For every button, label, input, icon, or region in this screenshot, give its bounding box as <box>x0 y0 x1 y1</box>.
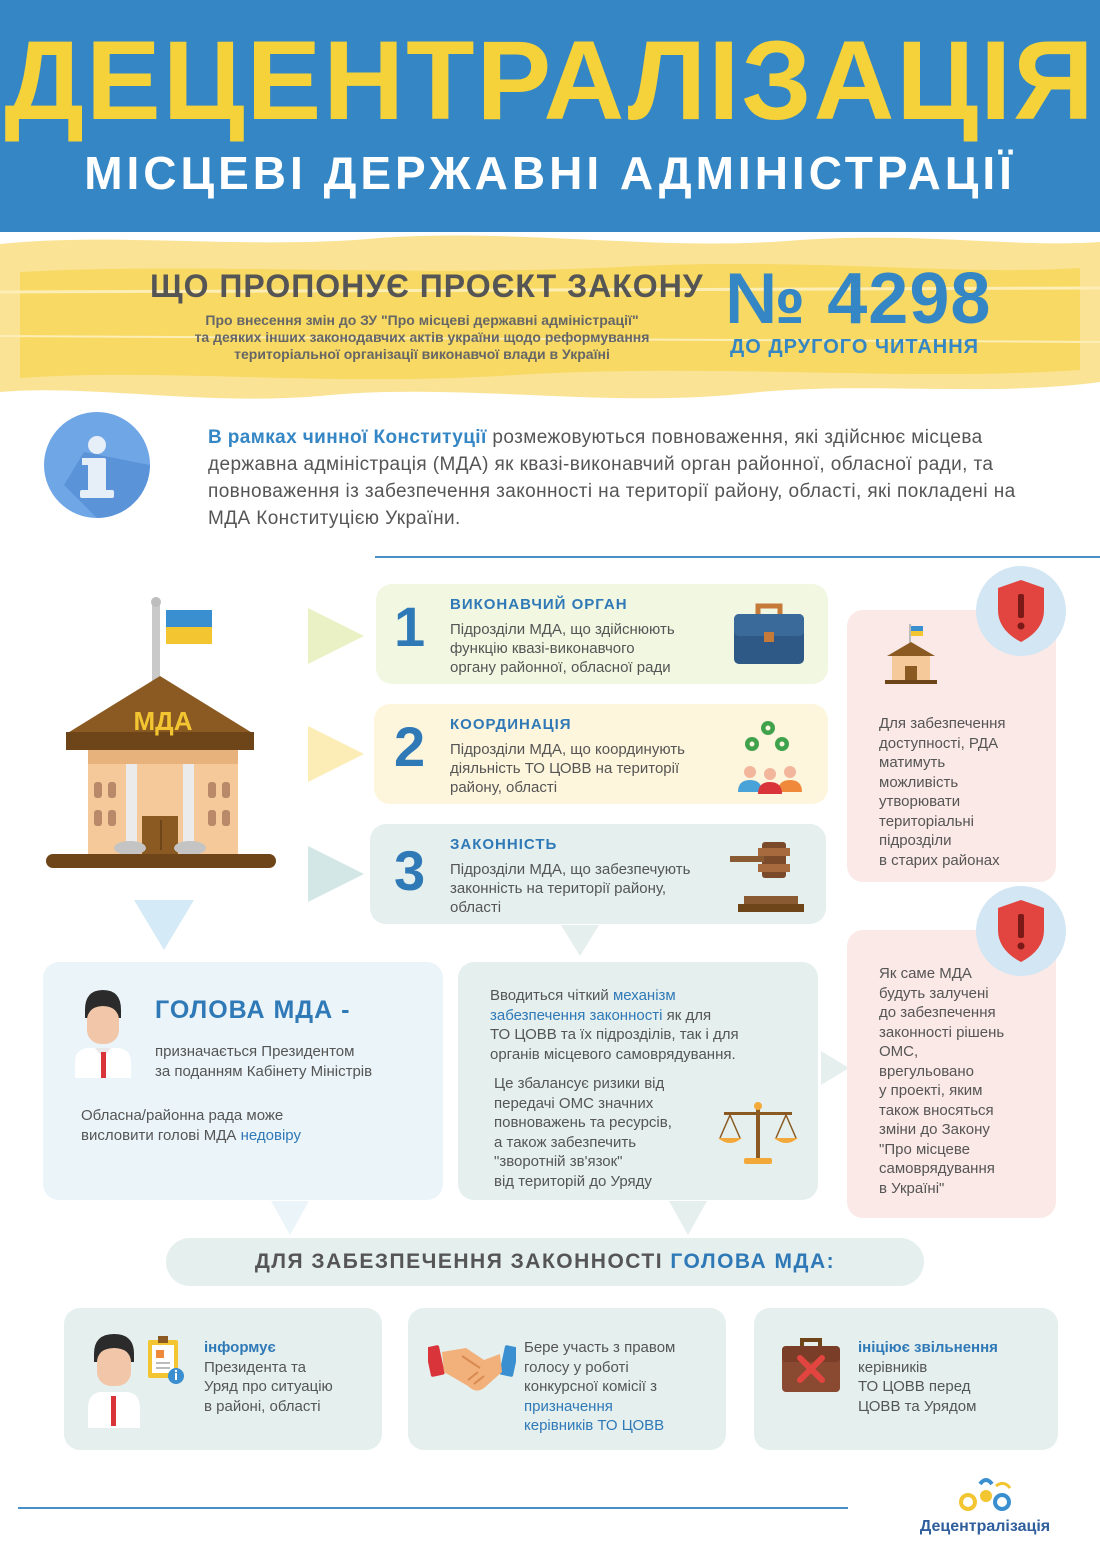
side-line: "Про місцеве <box>879 1140 971 1158</box>
law-desc-line: та деяких інших законодавчих актів україни щодо реформування <box>194 329 650 345</box>
step-line: Підрозділи МДА, що координують <box>450 741 685 758</box>
step-title: КООРДИНАЦІЯ <box>450 716 572 733</box>
duty-line-highlight: призначення <box>524 1397 613 1415</box>
side-line: в Україні" <box>879 1179 945 1197</box>
side-line: матимуть <box>879 754 946 771</box>
duties-heading <box>166 1238 924 1286</box>
mechanism-plain: як для <box>662 1006 712 1024</box>
info-highlight: В рамках чинної Конституції <box>208 427 487 448</box>
head-appointment <box>155 1042 372 1081</box>
team-gears-icon <box>728 716 810 798</box>
balance-line: "зворотній зв'язок" <box>494 1153 623 1170</box>
scales-icon <box>714 1100 802 1168</box>
step-number: 2 <box>394 715 426 778</box>
side-line: утворювати <box>879 793 961 810</box>
footer-rule <box>18 1507 848 1509</box>
step-line: діяльність ТО ЦОВВ на території <box>450 760 680 777</box>
mechanism-highlight: механізм <box>612 987 676 1004</box>
step-body <box>450 620 675 677</box>
side-line: можливість <box>879 773 959 791</box>
side-line: ОМС, <box>879 1043 919 1060</box>
step-line: району, області <box>450 779 558 796</box>
mechanism-plain: Вводиться чіткий <box>490 987 613 1004</box>
law-reading: ДО ДРУГОГО ЧИТАННЯ <box>730 336 980 358</box>
duty-line-highlight: керівників ТО ЦОВВ <box>524 1417 665 1434</box>
info-body: розмежовуються повноваження, які здійснює місцева державна адміністрація (МДА) як квазі-виконавчий орган районної, обласної ради, та повноваження із забезпечення законності на території району, області, які покладені на МДА Конституцією України. <box>208 427 1016 529</box>
law-desc-line: Про внесення змін до ЗУ "Про місцеві державні адміністрації" <box>205 312 639 328</box>
head-card <box>43 962 443 1200</box>
law-desc-line: територіальної організації виконавчої влади в Україні <box>234 346 610 362</box>
duty-card-commission <box>408 1308 726 1450</box>
head-line: Обласна/районна рада може <box>81 1107 284 1124</box>
arrow-right-icon <box>820 1050 850 1086</box>
mechanism-line <box>490 986 739 1006</box>
decentralization-logo-icon <box>956 1474 1016 1516</box>
page-subtitle: МІСЦЕВІ ДЕРЖАВНІ АДМІНІСТРАЦІЇ <box>84 147 1016 199</box>
mechanism-highlight: забезпечення законності <box>490 1006 663 1024</box>
side-line: будуть залучені <box>879 984 989 1002</box>
duty-line: конкурсної комісії з <box>524 1378 657 1395</box>
side-line: в старих районах <box>879 851 1000 869</box>
arrow-right-icon <box>306 606 366 666</box>
arrow-right-icon <box>306 724 366 784</box>
balance-line: а також забезпечить <box>494 1133 637 1151</box>
side-note-text <box>879 964 1004 1198</box>
divider <box>375 556 1100 558</box>
step-title: ВИКОНАВЧИЙ ОРГАН <box>450 596 628 613</box>
head-line: призначається Президентом <box>155 1043 355 1060</box>
info-icon <box>44 412 150 518</box>
distrust-link: недовіру <box>240 1126 301 1144</box>
side-note-text <box>879 714 1006 870</box>
duty-text <box>858 1338 998 1416</box>
building-label: МДА <box>133 706 193 736</box>
side-line: законності рішень <box>879 1023 1005 1041</box>
step-number: 1 <box>394 595 426 658</box>
step-line: Підрозділи МДА, що забезпечують <box>450 861 691 878</box>
arrow-down-icon <box>668 1200 708 1236</box>
duty-title: інформує <box>204 1339 276 1356</box>
step-number: 3 <box>394 839 426 902</box>
head-line <box>81 1126 301 1146</box>
mechanism-line: органів місцевого самоврядування. <box>490 1045 736 1063</box>
warning-shield-icon <box>976 886 1066 976</box>
head-line: за поданням Кабінету Міністрів <box>155 1062 373 1080</box>
balance-line: від територій до Уряду <box>494 1172 652 1190</box>
side-line: зміни до Закону <box>879 1121 990 1138</box>
side-line: у проекті, яким <box>879 1082 983 1099</box>
duty-line: в районі, області <box>204 1397 321 1415</box>
duty-line: керівників <box>858 1358 928 1376</box>
balance-line: Це збалансує ризики від <box>494 1075 665 1092</box>
warning-shield-icon <box>976 566 1066 656</box>
balance-text <box>494 1074 672 1191</box>
side-line: Як саме МДА <box>879 965 972 982</box>
duty-title: ініціює звільнення <box>858 1339 998 1356</box>
duty-line: Уряд про ситуацію <box>204 1378 333 1395</box>
duty-text <box>204 1338 333 1416</box>
duties-heading-text: ДЛЯ ЗАБЕЗПЕЧЕННЯ ЗАКОННОСТІ <box>254 1250 671 1273</box>
side-line: врегульовано <box>879 1062 974 1080</box>
head-distrust <box>81 1106 301 1145</box>
side-line: підрозділи <box>879 832 952 849</box>
official-report-icon <box>88 1332 192 1428</box>
arrow-down-icon <box>132 898 196 952</box>
step-line: функцію квазі-виконавчого <box>450 640 635 657</box>
briefcase-cross-icon <box>780 1336 842 1394</box>
step-line: Підрозділи МДА, що здійснюють <box>450 621 675 638</box>
side-line: також вносяться <box>879 1101 994 1119</box>
side-line: доступності, РДА <box>879 734 999 752</box>
side-line: самоврядування <box>879 1160 995 1177</box>
mechanism-line: ТО ЦОВВ та їх підрозділів, так і для <box>490 1026 739 1043</box>
info-paragraph <box>208 424 1058 532</box>
arrow-right-icon <box>306 844 366 904</box>
official-avatar-icon <box>73 988 133 1080</box>
handshake-icon <box>428 1342 516 1394</box>
step-line: законність на території району, <box>450 880 667 897</box>
side-line: Для забезпечення <box>879 715 1006 732</box>
step-line: органу районної, обласної ради <box>450 659 671 676</box>
duties-heading-highlight: ГОЛОВА МДА: <box>670 1250 836 1273</box>
page-title: ДЕЦЕНТРАЛІЗАЦІЯ <box>4 18 1096 143</box>
head-title: ГОЛОВА МДА - <box>155 996 351 1024</box>
duty-line: Бере участь з правом <box>524 1339 676 1356</box>
briefcase-icon <box>732 602 806 668</box>
step-body <box>450 860 690 917</box>
balance-line: передачі ОМС значних <box>494 1094 654 1112</box>
step-body <box>450 740 685 797</box>
small-building-icon <box>883 622 939 686</box>
mechanism-text <box>490 986 739 1064</box>
duty-card-inform <box>64 1308 382 1450</box>
duty-line: голосу у роботі <box>524 1358 629 1376</box>
duty-card-dismissal <box>754 1308 1058 1450</box>
balance-line: повноважень та ресурсів, <box>494 1114 672 1131</box>
mechanism-line <box>490 1006 739 1026</box>
footer-logo-text: Децентралізація <box>919 1518 1051 1535</box>
head-line-text: висловити голові МДА <box>81 1126 241 1144</box>
step-title: ЗАКОННІСТЬ <box>450 836 558 853</box>
mechanism-card <box>458 962 818 1200</box>
side-line: до забезпечення <box>879 1004 996 1021</box>
step-card-3 <box>370 824 826 924</box>
law-description <box>152 312 692 363</box>
law-number: № 4298 <box>725 259 992 339</box>
arrow-down-icon <box>560 924 600 958</box>
side-line: територіальні <box>879 812 975 830</box>
step-line: області <box>450 899 502 916</box>
duty-line: ЦОВВ та Урядом <box>858 1397 977 1415</box>
law-heading: ЩО ПРОПОНУЄ ПРОЄКТ ЗАКОНУ <box>150 268 704 304</box>
step-card-1 <box>376 584 828 684</box>
duty-text <box>524 1338 675 1436</box>
arrow-down-icon <box>270 1200 310 1236</box>
step-card-2 <box>374 704 828 804</box>
duty-line: Президента та <box>204 1358 307 1376</box>
duty-line: ТО ЦОВВ перед <box>858 1378 971 1395</box>
gavel-icon <box>726 838 806 914</box>
